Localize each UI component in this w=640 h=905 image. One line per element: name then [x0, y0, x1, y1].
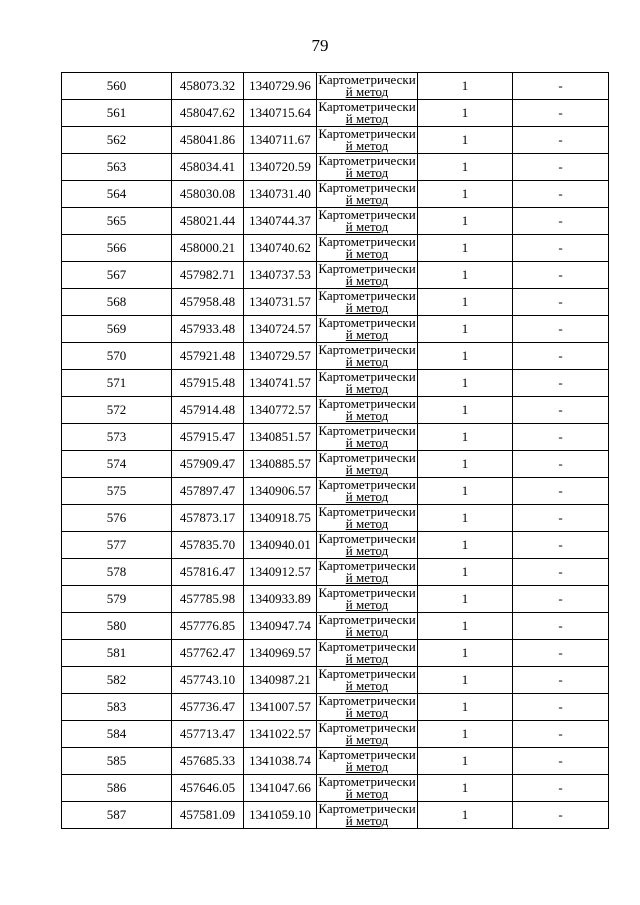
- method-cell: [317, 559, 418, 586]
- method-line-2: й метод: [345, 219, 389, 234]
- table-row: [62, 802, 609, 829]
- method-cell: [317, 532, 418, 559]
- coordinates-table-body: [62, 73, 609, 829]
- accuracy-cell: 1: [418, 694, 513, 721]
- method-line-2: й метод: [345, 516, 389, 531]
- table-row: [62, 505, 609, 532]
- page-number: 79: [311, 36, 329, 55]
- x-coordinate-cell: 457915.47: [172, 424, 244, 451]
- y-coordinate-cell: 1340885.57: [244, 451, 317, 478]
- y-coordinate-cell: 1340940.01: [244, 532, 317, 559]
- method-cell: [317, 586, 418, 613]
- method-line-2: й метод: [345, 624, 389, 639]
- y-coordinate-cell: 1340912.57: [244, 559, 317, 586]
- point-number-cell: 566: [62, 235, 172, 262]
- accuracy-cell: 1: [418, 235, 513, 262]
- y-coordinate-cell: 1340729.57: [244, 343, 317, 370]
- description-cell: -: [513, 127, 609, 154]
- method-line-1: Картометрически: [318, 477, 416, 492]
- method-cell: [317, 316, 418, 343]
- method-line-1: Картометрически: [318, 747, 416, 762]
- point-number-cell: 562: [62, 127, 172, 154]
- method-line-1: Картометрически: [318, 639, 416, 654]
- table-row: [62, 127, 609, 154]
- method-line-2: й метод: [345, 462, 389, 477]
- method-line-2: й метод: [345, 327, 389, 342]
- method-line-2: й метод: [345, 759, 389, 774]
- method-cell: [317, 640, 418, 667]
- description-cell: -: [513, 397, 609, 424]
- method-cell: [317, 343, 418, 370]
- table-row: [62, 343, 609, 370]
- method-line-2: й метод: [345, 300, 389, 315]
- method-cell: [317, 208, 418, 235]
- method-line-1: Картометрически: [318, 450, 416, 465]
- method-line-1: Картометрически: [318, 180, 416, 195]
- accuracy-cell: 1: [418, 748, 513, 775]
- description-cell: -: [513, 100, 609, 127]
- y-coordinate-cell: 1340851.57: [244, 424, 317, 451]
- x-coordinate-cell: 457958.48: [172, 289, 244, 316]
- x-coordinate-cell: 457921.48: [172, 343, 244, 370]
- y-coordinate-cell: 1340987.21: [244, 667, 317, 694]
- accuracy-cell: 1: [418, 478, 513, 505]
- table-row: [62, 532, 609, 559]
- method-line-2: й метод: [345, 732, 389, 747]
- method-cell: [317, 667, 418, 694]
- y-coordinate-cell: 1340720.59: [244, 154, 317, 181]
- x-coordinate-cell: 457762.47: [172, 640, 244, 667]
- table-row: [62, 424, 609, 451]
- method-line-2: й метод: [345, 705, 389, 720]
- method-line-1: Картометрически: [318, 504, 416, 519]
- x-coordinate-cell: 457743.10: [172, 667, 244, 694]
- method-cell: [317, 235, 418, 262]
- table-row: [62, 262, 609, 289]
- y-coordinate-cell: 1341007.57: [244, 694, 317, 721]
- accuracy-cell: 1: [418, 127, 513, 154]
- method-cell: [317, 154, 418, 181]
- method-line-2: й метод: [345, 381, 389, 396]
- method-line-1: Картометрически: [318, 531, 416, 546]
- x-coordinate-cell: 457646.05: [172, 775, 244, 802]
- table-row: [62, 613, 609, 640]
- table-row: [62, 586, 609, 613]
- method-cell: [317, 775, 418, 802]
- point-number-cell: 560: [62, 73, 172, 100]
- accuracy-cell: 1: [418, 505, 513, 532]
- method-line-1: Картометрически: [318, 207, 416, 222]
- point-number-cell: 573: [62, 424, 172, 451]
- method-line-1: Картометрически: [318, 72, 416, 87]
- accuracy-cell: 1: [418, 289, 513, 316]
- x-coordinate-cell: 457909.47: [172, 451, 244, 478]
- description-cell: -: [513, 586, 609, 613]
- y-coordinate-cell: 1341047.66: [244, 775, 317, 802]
- accuracy-cell: 1: [418, 613, 513, 640]
- accuracy-cell: 1: [418, 370, 513, 397]
- table-row: [62, 316, 609, 343]
- y-coordinate-cell: 1340918.75: [244, 505, 317, 532]
- point-number-cell: 580: [62, 613, 172, 640]
- description-cell: -: [513, 451, 609, 478]
- table-row: [62, 73, 609, 100]
- x-coordinate-cell: 458073.32: [172, 73, 244, 100]
- method-line-1: Картометрически: [318, 693, 416, 708]
- method-line-2: й метод: [345, 84, 389, 99]
- accuracy-cell: 1: [418, 262, 513, 289]
- accuracy-cell: 1: [418, 100, 513, 127]
- description-cell: -: [513, 316, 609, 343]
- x-coordinate-cell: 457713.47: [172, 721, 244, 748]
- point-number-cell: 577: [62, 532, 172, 559]
- accuracy-cell: 1: [418, 343, 513, 370]
- method-line-1: Картометрически: [318, 288, 416, 303]
- table-row: [62, 181, 609, 208]
- method-line-1: Картометрически: [318, 423, 416, 438]
- y-coordinate-cell: 1341022.57: [244, 721, 317, 748]
- coordinates-table: [61, 72, 609, 829]
- accuracy-cell: 1: [418, 802, 513, 829]
- method-cell: [317, 748, 418, 775]
- x-coordinate-cell: 457914.48: [172, 397, 244, 424]
- point-number-cell: 561: [62, 100, 172, 127]
- table-row: [62, 100, 609, 127]
- description-cell: -: [513, 343, 609, 370]
- y-coordinate-cell: 1340741.57: [244, 370, 317, 397]
- method-cell: [317, 397, 418, 424]
- x-coordinate-cell: 458041.86: [172, 127, 244, 154]
- point-number-cell: 575: [62, 478, 172, 505]
- x-coordinate-cell: 457776.85: [172, 613, 244, 640]
- accuracy-cell: 1: [418, 397, 513, 424]
- accuracy-cell: 1: [418, 721, 513, 748]
- method-line-1: Картометрически: [318, 153, 416, 168]
- method-line-2: й метод: [345, 597, 389, 612]
- accuracy-cell: 1: [418, 154, 513, 181]
- x-coordinate-cell: 457835.70: [172, 532, 244, 559]
- table-row: [62, 208, 609, 235]
- y-coordinate-cell: 1340744.37: [244, 208, 317, 235]
- method-cell: [317, 802, 418, 829]
- accuracy-cell: 1: [418, 667, 513, 694]
- method-cell: [317, 505, 418, 532]
- y-coordinate-cell: 1340711.67: [244, 127, 317, 154]
- table-row: [62, 667, 609, 694]
- method-cell: [317, 73, 418, 100]
- method-line-1: Картометрически: [318, 234, 416, 249]
- y-coordinate-cell: 1340933.89: [244, 586, 317, 613]
- method-line-2: й метод: [345, 786, 389, 801]
- description-cell: -: [513, 73, 609, 100]
- table-row: [62, 721, 609, 748]
- point-number-cell: 572: [62, 397, 172, 424]
- y-coordinate-cell: 1340740.62: [244, 235, 317, 262]
- method-line-1: Картометрически: [318, 126, 416, 141]
- table-row: [62, 289, 609, 316]
- y-coordinate-cell: 1341059.10: [244, 802, 317, 829]
- description-cell: -: [513, 262, 609, 289]
- method-cell: [317, 181, 418, 208]
- point-number-cell: 563: [62, 154, 172, 181]
- description-cell: -: [513, 478, 609, 505]
- description-cell: -: [513, 559, 609, 586]
- point-number-cell: 574: [62, 451, 172, 478]
- table-row: [62, 370, 609, 397]
- y-coordinate-cell: 1340906.57: [244, 478, 317, 505]
- description-cell: -: [513, 667, 609, 694]
- description-cell: -: [513, 235, 609, 262]
- x-coordinate-cell: 457915.48: [172, 370, 244, 397]
- point-number-cell: 579: [62, 586, 172, 613]
- point-number-cell: 581: [62, 640, 172, 667]
- description-cell: -: [513, 154, 609, 181]
- accuracy-cell: 1: [418, 316, 513, 343]
- accuracy-cell: 1: [418, 775, 513, 802]
- description-cell: -: [513, 775, 609, 802]
- x-coordinate-cell: 457897.47: [172, 478, 244, 505]
- description-cell: -: [513, 370, 609, 397]
- method-line-1: Картометрически: [318, 585, 416, 600]
- accuracy-cell: 1: [418, 181, 513, 208]
- table-row: [62, 748, 609, 775]
- x-coordinate-cell: 457685.33: [172, 748, 244, 775]
- x-coordinate-cell: 458047.62: [172, 100, 244, 127]
- method-line-2: й метод: [345, 678, 389, 693]
- x-coordinate-cell: 457785.98: [172, 586, 244, 613]
- method-line-1: Картометрически: [318, 801, 416, 816]
- point-number-cell: 564: [62, 181, 172, 208]
- point-number-cell: 569: [62, 316, 172, 343]
- method-line-2: й метод: [345, 570, 389, 585]
- method-cell: [317, 613, 418, 640]
- point-number-cell: 567: [62, 262, 172, 289]
- method-line-2: й метод: [345, 138, 389, 153]
- point-number-cell: 565: [62, 208, 172, 235]
- point-number-cell: 568: [62, 289, 172, 316]
- description-cell: -: [513, 613, 609, 640]
- x-coordinate-cell: 458034.41: [172, 154, 244, 181]
- method-cell: [317, 424, 418, 451]
- method-line-1: Картометрически: [318, 261, 416, 276]
- method-line-2: й метод: [345, 543, 389, 558]
- description-cell: -: [513, 802, 609, 829]
- y-coordinate-cell: 1340969.57: [244, 640, 317, 667]
- method-cell: [317, 451, 418, 478]
- point-number-cell: 584: [62, 721, 172, 748]
- description-cell: -: [513, 424, 609, 451]
- method-line-1: Картометрически: [318, 99, 416, 114]
- method-line-2: й метод: [345, 651, 389, 666]
- point-number-cell: 583: [62, 694, 172, 721]
- method-cell: [317, 127, 418, 154]
- table-row: [62, 451, 609, 478]
- y-coordinate-cell: 1340731.57: [244, 289, 317, 316]
- method-line-1: Картометрически: [318, 342, 416, 357]
- method-line-2: й метод: [345, 354, 389, 369]
- y-coordinate-cell: 1340715.64: [244, 100, 317, 127]
- method-line-2: й метод: [345, 246, 389, 261]
- x-coordinate-cell: 457736.47: [172, 694, 244, 721]
- method-line-2: й метод: [345, 192, 389, 207]
- method-cell: [317, 289, 418, 316]
- x-coordinate-cell: 457982.71: [172, 262, 244, 289]
- description-cell: -: [513, 694, 609, 721]
- method-line-1: Картометрически: [318, 720, 416, 735]
- point-number-cell: 586: [62, 775, 172, 802]
- method-cell: [317, 721, 418, 748]
- y-coordinate-cell: 1340737.53: [244, 262, 317, 289]
- method-line-1: Картометрически: [318, 315, 416, 330]
- table-row: [62, 235, 609, 262]
- accuracy-cell: 1: [418, 451, 513, 478]
- method-line-2: й метод: [345, 408, 389, 423]
- accuracy-cell: 1: [418, 559, 513, 586]
- table-row: [62, 775, 609, 802]
- method-line-2: й метод: [345, 435, 389, 450]
- y-coordinate-cell: 1340724.57: [244, 316, 317, 343]
- x-coordinate-cell: 457581.09: [172, 802, 244, 829]
- method-line-2: й метод: [345, 273, 389, 288]
- point-number-cell: 576: [62, 505, 172, 532]
- accuracy-cell: 1: [418, 532, 513, 559]
- table-row: [62, 640, 609, 667]
- point-number-cell: 571: [62, 370, 172, 397]
- method-line-1: Картометрически: [318, 774, 416, 789]
- point-number-cell: 570: [62, 343, 172, 370]
- method-line-2: й метод: [345, 813, 389, 828]
- x-coordinate-cell: 458021.44: [172, 208, 244, 235]
- description-cell: -: [513, 181, 609, 208]
- method-line-1: Картометрически: [318, 369, 416, 384]
- point-number-cell: 587: [62, 802, 172, 829]
- accuracy-cell: 1: [418, 424, 513, 451]
- table-row: [62, 559, 609, 586]
- y-coordinate-cell: 1340947.74: [244, 613, 317, 640]
- description-cell: -: [513, 289, 609, 316]
- description-cell: -: [513, 640, 609, 667]
- x-coordinate-cell: 458030.08: [172, 181, 244, 208]
- method-line-1: Картометрически: [318, 396, 416, 411]
- method-line-1: Картометрически: [318, 612, 416, 627]
- method-line-1: Картометрически: [318, 666, 416, 681]
- method-line-2: й метод: [345, 165, 389, 180]
- method-cell: [317, 370, 418, 397]
- description-cell: -: [513, 208, 609, 235]
- x-coordinate-cell: 457933.48: [172, 316, 244, 343]
- table-row: [62, 397, 609, 424]
- method-cell: [317, 262, 418, 289]
- accuracy-cell: 1: [418, 73, 513, 100]
- y-coordinate-cell: 1341038.74: [244, 748, 317, 775]
- description-cell: -: [513, 505, 609, 532]
- accuracy-cell: 1: [418, 640, 513, 667]
- x-coordinate-cell: 457816.47: [172, 559, 244, 586]
- method-cell: [317, 694, 418, 721]
- description-cell: -: [513, 721, 609, 748]
- accuracy-cell: 1: [418, 586, 513, 613]
- y-coordinate-cell: 1340731.40: [244, 181, 317, 208]
- method-line-2: й метод: [345, 111, 389, 126]
- y-coordinate-cell: 1340729.96: [244, 73, 317, 100]
- method-line-2: й метод: [345, 489, 389, 504]
- table-row: [62, 478, 609, 505]
- y-coordinate-cell: 1340772.57: [244, 397, 317, 424]
- point-number-cell: 578: [62, 559, 172, 586]
- x-coordinate-cell: 458000.21: [172, 235, 244, 262]
- method-line-1: Картометрически: [318, 558, 416, 573]
- method-cell: [317, 100, 418, 127]
- accuracy-cell: 1: [418, 208, 513, 235]
- description-cell: -: [513, 532, 609, 559]
- description-cell: -: [513, 748, 609, 775]
- method-cell: [317, 478, 418, 505]
- point-number-cell: 582: [62, 667, 172, 694]
- table-row: [62, 694, 609, 721]
- table-row: [62, 154, 609, 181]
- x-coordinate-cell: 457873.17: [172, 505, 244, 532]
- point-number-cell: 585: [62, 748, 172, 775]
